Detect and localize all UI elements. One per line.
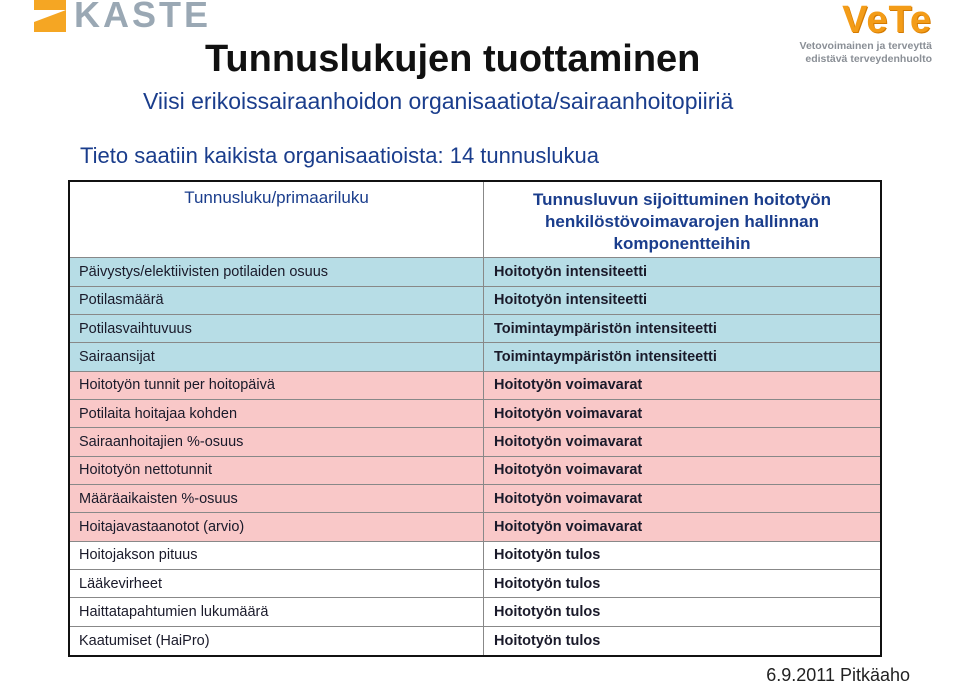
table-row-indicator: Kaatumiset (HaiPro) [70,627,483,655]
table-row-component: Hoitotyön tulos [484,598,880,626]
indicator-column-header: Tunnusluku/primaariluku [70,182,483,258]
table-row-indicator: Potilasvaihtuvuus [70,315,483,343]
page-title: Tunnuslukujen tuottaminen [205,38,701,80]
kaste-logo-icon [34,0,66,32]
vete-tagline-2: edistävä terveydenhuolto [805,53,932,65]
vete-tagline-1: Vetovoimainen ja terveyttä [799,40,932,52]
kaste-logo-text: KASTE [74,0,212,35]
table-row-indicator: Potilaita hoitajaa kohden [70,400,483,428]
indicator-column [70,182,484,655]
table-row-indicator: Päivystys/elektiivisten potilaiden osuus [70,258,483,286]
table-row-component: Hoitotyön voimavarat [484,485,880,513]
vete-logo [792,0,932,70]
table-row-component: Hoitotyön intensiteetti [484,258,880,286]
table-row-component: Hoitotyön tulos [484,627,880,655]
table-row-indicator: Lääkevirheet [70,570,483,598]
table-row-component: Hoitotyön voimavarat [484,372,880,400]
component-column [484,182,880,655]
table-row-indicator: Hoitojakson pituus [70,542,483,570]
component-header-line-3: komponentteihin [613,234,751,253]
table-row-component: Toimintaympäristön intensiteetti [484,343,880,371]
info-text: Tieto saatiin kaikista organisaatioista: 14 tunnuslukua [80,143,599,168]
table-row-component: Toimintaympäristön intensiteetti [484,315,880,343]
vete-logo-text: VeTe [842,0,932,41]
kaste-logo [34,0,234,34]
table-row-component: Hoitotyön voimavarat [484,428,880,456]
table-row-component: Hoitotyön voimavarat [484,513,880,541]
table-row-component: Hoitotyön voimavarat [484,400,880,428]
table-row-indicator: Sairaansijat [70,343,483,371]
table-row-component: Hoitotyön voimavarat [484,457,880,485]
footer-date: 6.9.2011 Pitkäaho [766,665,910,685]
table-row-indicator: Hoitajavastaanotot (arvio) [70,513,483,541]
table-row-indicator: Hoitotyön tunnit per hoitopäivä [70,372,483,400]
component-header-line-1: Tunnusluvun sijoittuminen hoitotyön [532,190,832,209]
table-row-indicator: Sairaanhoitajien %-osuus [70,428,483,456]
table-row-indicator: Määräaikaisten %-osuus [70,485,483,513]
component-header-line-2: henkilöstövoimavarojen hallinnan [545,212,819,231]
table-row-component: Hoitotyön tulos [484,570,880,598]
table-row-component: Hoitotyön intensiteetti [484,287,880,315]
table-row-indicator: Haittatapahtumien lukumäärä [70,598,483,626]
indicator-table [68,180,882,657]
table-row-indicator: Potilasmäärä [70,287,483,315]
table-row-indicator: Hoitotyön nettotunnit [70,457,483,485]
table-row-component: Hoitotyön tulos [484,542,880,570]
component-column-header [484,182,880,258]
page-subtitle: Viisi erikoissairaanhoidon organisaatiota/sairaanhoitopiiriä [143,88,734,114]
